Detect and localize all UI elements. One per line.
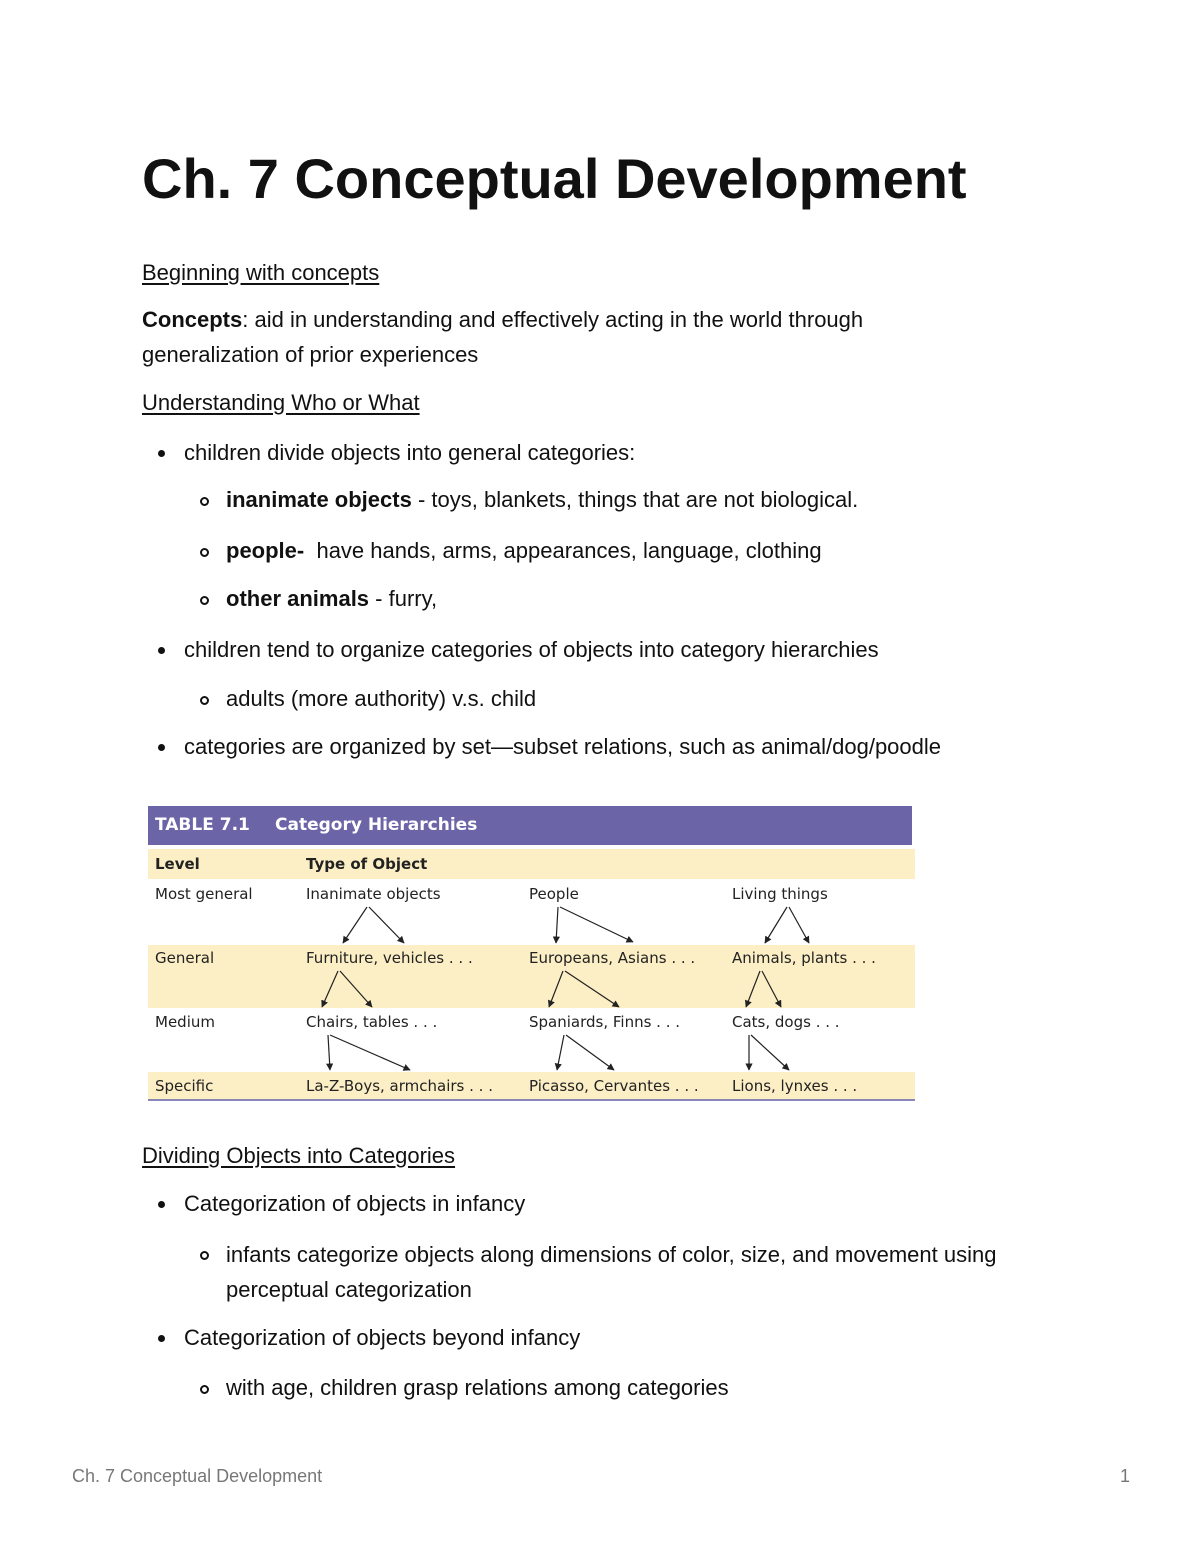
section-heading-dividing: Dividing Objects into Categories	[142, 1143, 456, 1168]
term: inanimate objects	[226, 487, 412, 512]
sub-bullet-item: infants categorize objects along dimensions of color, size, and movement using perceptual categorization	[226, 1242, 997, 1302]
table-cell: Animals, plants . . .	[732, 949, 876, 967]
table-cell: Europeans, Asians . . .	[529, 949, 696, 967]
term-text: - toys, blankets, things that are not biological.	[411, 487, 859, 512]
table-cell: Inanimate objects	[306, 885, 441, 903]
bullet-dot-icon	[158, 647, 165, 654]
sub-bullet-item: with age, children grasp relations among categories	[226, 1375, 729, 1400]
bullet-circle-icon	[200, 596, 209, 605]
bullet-item: categories are organized by set—subset relations, such as animal/dog/poodle	[184, 734, 942, 759]
table-cell: Living things	[732, 885, 828, 903]
bullet-item: Categorization of objects beyond infancy	[184, 1325, 581, 1350]
arrow	[556, 907, 558, 943]
bullet-item: Categorization of objects in infancy	[184, 1191, 526, 1216]
sub-bullet-item: adults (more authority) v.s. child	[226, 686, 537, 711]
sub-bullet-item	[226, 584, 437, 614]
table-cell: Chairs, tables . . .	[306, 1013, 438, 1031]
bullet-dot-icon	[158, 1201, 165, 1208]
bullet-item: children divide objects into general categories:	[184, 440, 636, 465]
term-text: - furry,	[369, 586, 438, 611]
arrow	[343, 907, 367, 943]
hierarchy-arrows	[148, 806, 915, 1102]
row-level: Specific	[155, 1077, 214, 1095]
col-header-type: Type of Object	[306, 855, 428, 873]
table-cell: La-Z-Boys, armchairs . . .	[306, 1077, 493, 1095]
bullet-item: children tend to organize categories of objects into category hierarchies	[184, 637, 879, 662]
arrow	[330, 1035, 410, 1070]
arrow	[762, 971, 781, 1007]
arrow	[751, 1035, 789, 1070]
row-level: General	[155, 949, 215, 967]
arrow	[369, 907, 404, 943]
table-cell: Cats, dogs . . .	[732, 1013, 840, 1031]
table-cell: Spaniards, Finns . . .	[529, 1013, 681, 1031]
table-heading: Category Hierarchies	[263, 806, 912, 845]
section-heading-understanding: Understanding Who or What	[142, 390, 420, 415]
footer-title: Ch. 7 Conceptual Development	[72, 1466, 323, 1486]
concepts-definition	[142, 302, 942, 372]
bullet-circle-icon	[200, 1385, 209, 1394]
bullet-circle-icon	[200, 1251, 209, 1260]
bullet-dot-icon	[158, 744, 165, 751]
table-cell: People	[529, 885, 579, 903]
arrow	[328, 1035, 330, 1070]
category-hierarchies-table	[148, 806, 915, 1102]
table-cell: Picasso, Cervantes . . .	[529, 1077, 699, 1095]
bullet-circle-icon	[200, 696, 209, 705]
table-cell: Furniture, vehicles . . .	[306, 949, 473, 967]
term: other animals	[226, 586, 370, 611]
sub-bullet-item	[226, 536, 822, 566]
page-number: 1	[1120, 1466, 1131, 1486]
arrow	[746, 971, 760, 1007]
row-level: Most general	[155, 885, 253, 903]
arrow	[340, 971, 372, 1007]
term-text: have hands, arms, appearances, language, clothing	[304, 538, 822, 563]
bullet-dot-icon	[158, 450, 165, 457]
arrow	[565, 971, 619, 1007]
arrow	[566, 1035, 614, 1070]
concepts-text: : aid in understanding and effectively acting in the world through generalization of prior experiences	[142, 307, 864, 367]
arrow	[789, 907, 809, 943]
term: people-	[226, 538, 305, 563]
bullet-circle-icon	[200, 497, 209, 506]
table-cell: Lions, lynxes . . .	[732, 1077, 858, 1095]
section-heading-beginning: Beginning with concepts	[142, 260, 380, 285]
concepts-term: Concepts	[142, 307, 243, 332]
arrow	[557, 1035, 564, 1070]
col-header-level: Level	[155, 855, 200, 873]
arrow	[560, 907, 633, 942]
sub-bullet-item	[226, 485, 858, 515]
table-label: TABLE 7.1	[148, 806, 264, 845]
arrow	[765, 907, 787, 943]
row-level: Medium	[155, 1013, 215, 1031]
arrow	[549, 971, 563, 1007]
bullet-dot-icon	[158, 1335, 165, 1342]
page-title: Ch. 7 Conceptual Development	[142, 147, 967, 210]
bullet-circle-icon	[200, 548, 209, 557]
arrow	[322, 971, 338, 1007]
